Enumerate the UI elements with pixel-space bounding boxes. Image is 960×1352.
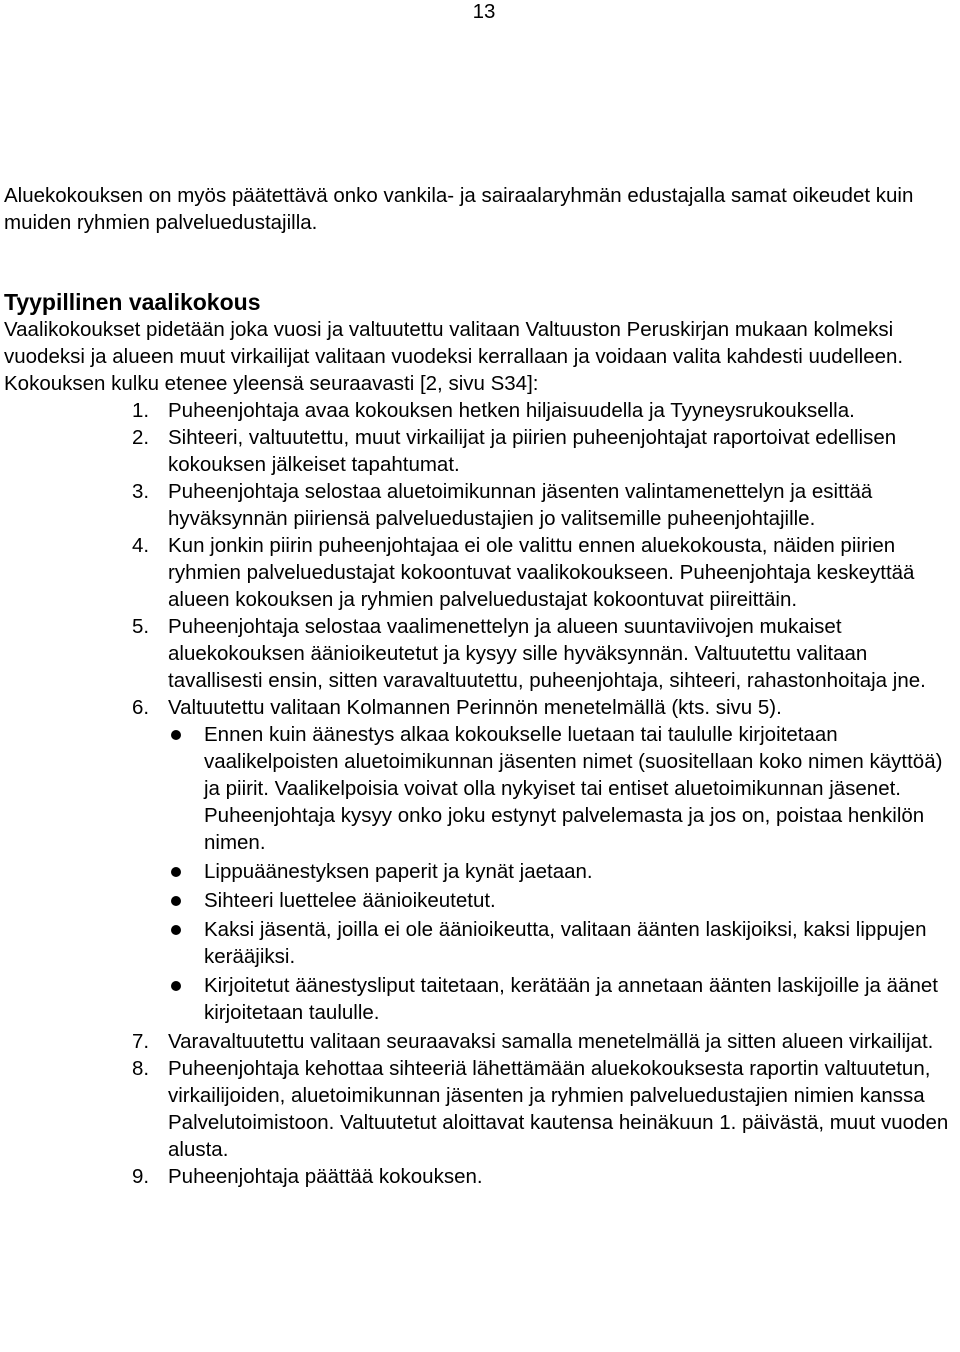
bullet-item xyxy=(168,887,960,914)
bullet-text: Kaksi jäsentä, joilla ei ole äänioikeutta, valitaan äänten laskijoiksi, kaksi lippujen kerääjiksi. xyxy=(204,918,927,968)
bullet-icon xyxy=(171,730,181,740)
bullet-text: Kirjoitetut äänestysliput taitetaan, kerätään ja annetaan äänten laskijoille ja äänet kirjoitetaan taululle. xyxy=(204,974,938,1024)
intro-paragraph: Aluekokouksen on myös päätettävä onko vankila- ja sairaalaryhmän edustajalla samat oikeudet kuin muiden ryhmien palveluedustajilla. xyxy=(4,184,914,234)
step-number: 5. xyxy=(132,615,150,638)
step-number: 7. xyxy=(132,1030,150,1053)
step-number: 4. xyxy=(132,534,150,557)
bullet-text: Ennen kuin äänestys alkaa kokoukselle luetaan tai taululle kirjoitetaan vaalikelpoisten aluetoimikunnan jäsenten nimet (suositellaan koko nimen käyttöä) ja piirit. Vaalikelpoisia voivat olla nykyiset tai entiset aluetoimikunnan jäsenet. Puheenjohtaja kysyy onko joku estynyt palvelemasta ja jos on, poistaa henkilön nimen. xyxy=(204,723,943,854)
step-text: Puheenjohtaja avaa kokouksen hetken hiljaisuudella ja Tyyneysrukouksella. xyxy=(168,399,855,422)
step-number: 8. xyxy=(132,1057,150,1080)
step-number: 1. xyxy=(132,399,150,422)
section-paragraph: Vaalikokoukset pidetään joka vuosi ja valtuutettu valitaan Valtuuston Peruskirjan mukaan kolmeksi vuodeksi ja alueen muut virkailijat valitaan vuodeksi kerrallaan ja voidaan valita kahdesti uudelleen. Kokouksen kulku etenee yleensä seuraavasti [2, sivu S34]: xyxy=(4,318,904,395)
list-item xyxy=(4,1028,960,1055)
step-text: Puheenjohtaja kehottaa sihteeriä lähettämään aluekokouksesta raportin valtuutetun, virkailijoiden, aluetoimikunnan jäsenten ja ryhmien palveluedustajien nimien kanssa Palvelutoimistoon. Valtuutetut aloittavat kautensa heinäkuun 1. päivästä, muut vuoden alusta. xyxy=(168,1057,949,1161)
step-text: Valtuutettu valitaan Kolmannen Perinnön menetelmällä (kts. sivu 5). xyxy=(168,696,782,719)
step-text: Puheenjohtaja selostaa vaalimenettelyn ja alueen suuntaviivojen mukaiset aluekokouksen äänioikeutetut ja kysyy sille hyväksynnän. Valtuutettu valitaan tavallisesti ensin, sitten varavaltuutettu, puheenjohtaja, sihteeri, rahastonhoitaja jne. xyxy=(168,615,926,692)
step-number: 2. xyxy=(132,426,150,449)
section-heading: Tyypillinen vaalikokous xyxy=(4,289,261,315)
bullet-list xyxy=(168,721,960,1026)
steps-list xyxy=(4,397,960,1190)
list-item xyxy=(4,532,960,613)
bullet-icon xyxy=(171,867,181,877)
bullet-item xyxy=(168,916,960,970)
bullet-icon xyxy=(171,896,181,906)
step-text: Puheenjohtaja päättää kokouksen. xyxy=(168,1165,483,1188)
step-text: Puheenjohtaja selostaa aluetoimikunnan jäsenten valintamenettelyn ja esittää hyväksynnän piiriensä palveluedustajien jo valitsemille puheenjohtajille. xyxy=(168,480,873,530)
list-item xyxy=(4,1055,960,1163)
bullet-item xyxy=(168,858,960,885)
step-text: Kun jonkin piirin puheenjohtajaa ei ole valittu ennen aluekokousta, näiden piirien ryhmien palveluedustajat kokoontuvat vaalikokoukseen. Puheenjohtaja keskeyttää alueen kokouksen ja ryhmien palveluedustajat kokoontuvat piireittäin. xyxy=(168,534,915,611)
step-text: Sihteeri, valtuutettu, muut virkailijat ja piirien puheenjohtajat raportoivat edellisen kokouksen jälkeiset tapahtumat. xyxy=(168,426,897,476)
list-item xyxy=(4,613,960,694)
bullet-icon xyxy=(171,925,181,935)
list-item xyxy=(4,478,960,532)
bullet-item xyxy=(168,972,960,1026)
step-number: 6. xyxy=(132,696,150,719)
section-typical-election-meeting xyxy=(4,288,960,1190)
step-number: 9. xyxy=(132,1165,150,1188)
page-number: 13 xyxy=(472,0,496,23)
list-item xyxy=(4,397,960,424)
bullet-icon xyxy=(171,981,181,991)
list-item xyxy=(4,1163,960,1190)
list-item xyxy=(4,424,960,478)
step-text: Varavaltuutettu valitaan seuraavaksi samalla menetelmällä ja sitten alueen virkailijat. xyxy=(168,1030,934,1053)
bullet-item xyxy=(168,721,960,856)
bullet-text: Sihteeri luettelee äänioikeutetut. xyxy=(204,889,496,912)
step-number: 3. xyxy=(132,480,150,503)
bullet-text: Lippuäänestyksen paperit ja kynät jaetaan. xyxy=(204,860,593,883)
list-item xyxy=(4,694,960,1026)
